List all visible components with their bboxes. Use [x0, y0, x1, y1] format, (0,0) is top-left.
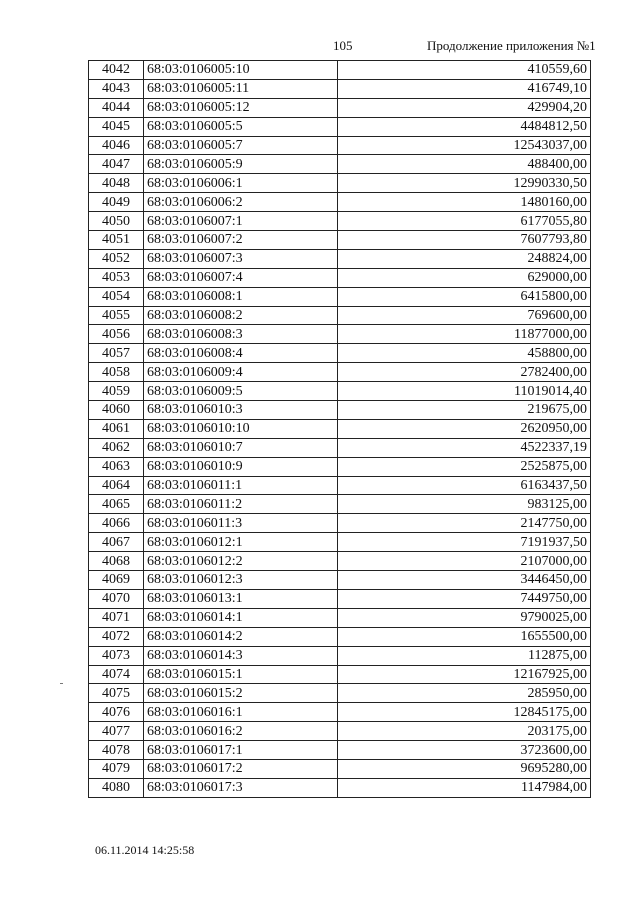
cadastral-value: 4522337,19 — [338, 438, 591, 457]
cadastral-value: 6163437,50 — [338, 476, 591, 495]
cadastral-value: 9695280,00 — [338, 759, 591, 778]
table-row — [89, 495, 591, 514]
table-row — [89, 344, 591, 363]
cadastral-number: 68:03:0106015:2 — [144, 684, 338, 703]
cadastral-number: 68:03:0106005:10 — [144, 61, 338, 80]
cadastral-number: 68:03:0106008:4 — [144, 344, 338, 363]
cadastral-value: 3723600,00 — [338, 741, 591, 760]
cadastral-value: 488400,00 — [338, 155, 591, 174]
table-row — [89, 193, 591, 212]
cadastral-value: 2525875,00 — [338, 457, 591, 476]
table-row — [89, 363, 591, 382]
table-row — [89, 759, 591, 778]
table-row — [89, 589, 591, 608]
cadastral-number: 68:03:0106007:2 — [144, 231, 338, 250]
print-timestamp: 06.11.2014 14:25:58 — [95, 843, 195, 857]
table-row — [89, 382, 591, 401]
table-row — [89, 684, 591, 703]
row-number: 4075 — [89, 684, 144, 703]
table-row — [89, 174, 591, 193]
stray-mark — [60, 683, 63, 684]
cadastral-value: 12845175,00 — [338, 703, 591, 722]
cadastral-number: 68:03:0106007:1 — [144, 212, 338, 231]
cadastral-number: 68:03:0106014:3 — [144, 646, 338, 665]
table-row — [89, 231, 591, 250]
cadastral-value: 458800,00 — [338, 344, 591, 363]
cadastral-number: 68:03:0106011:3 — [144, 514, 338, 533]
cadastral-number: 68:03:0106015:1 — [144, 665, 338, 684]
row-number: 4044 — [89, 98, 144, 117]
table-row — [89, 117, 591, 136]
cadastral-value: 2107000,00 — [338, 552, 591, 571]
row-number: 4065 — [89, 495, 144, 514]
cadastral-value: 7607793,80 — [338, 231, 591, 250]
table-row — [89, 155, 591, 174]
table-row — [89, 268, 591, 287]
table-row — [89, 419, 591, 438]
table-row — [89, 552, 591, 571]
cadastral-value: 416749,10 — [338, 79, 591, 98]
cadastral-number: 68:03:0106008:1 — [144, 287, 338, 306]
table-row — [89, 79, 591, 98]
row-number: 4064 — [89, 476, 144, 495]
row-number: 4058 — [89, 363, 144, 382]
cadastral-number: 68:03:0106016:2 — [144, 722, 338, 741]
cadastral-value: 429904,20 — [338, 98, 591, 117]
row-number: 4074 — [89, 665, 144, 684]
row-number: 4050 — [89, 212, 144, 231]
cadastral-number: 68:03:0106010:9 — [144, 457, 338, 476]
cadastral-number: 68:03:0106005:12 — [144, 98, 338, 117]
row-number: 4073 — [89, 646, 144, 665]
row-number: 4071 — [89, 608, 144, 627]
table-body — [89, 61, 591, 798]
cadastral-value: 6177055,80 — [338, 212, 591, 231]
row-number: 4063 — [89, 457, 144, 476]
cadastral-number: 68:03:0106012:2 — [144, 552, 338, 571]
cadastral-value: 3446450,00 — [338, 571, 591, 590]
table-row — [89, 98, 591, 117]
cadastral-value-table — [88, 60, 591, 798]
cadastral-number: 68:03:0106016:1 — [144, 703, 338, 722]
cadastral-number: 68:03:0106010:3 — [144, 401, 338, 420]
table-row — [89, 514, 591, 533]
row-number: 4076 — [89, 703, 144, 722]
row-number: 4057 — [89, 344, 144, 363]
cadastral-value: 7449750,00 — [338, 589, 591, 608]
cadastral-value: 4484812,50 — [338, 117, 591, 136]
table-row — [89, 533, 591, 552]
cadastral-number: 68:03:0106009:5 — [144, 382, 338, 401]
cadastral-value: 629000,00 — [338, 268, 591, 287]
row-number: 4070 — [89, 589, 144, 608]
row-number: 4062 — [89, 438, 144, 457]
table-row — [89, 627, 591, 646]
cadastral-value: 9790025,00 — [338, 608, 591, 627]
row-number: 4059 — [89, 382, 144, 401]
table-row — [89, 249, 591, 268]
appendix-continuation-note: Продолжение приложения №1 — [427, 38, 596, 53]
row-number: 4080 — [89, 778, 144, 797]
cadastral-value: 1655500,00 — [338, 627, 591, 646]
cadastral-value: 1480160,00 — [338, 193, 591, 212]
cadastral-number: 68:03:0106005:9 — [144, 155, 338, 174]
cadastral-number: 68:03:0106017:1 — [144, 741, 338, 760]
cadastral-number: 68:03:0106008:2 — [144, 306, 338, 325]
cadastral-number: 68:03:0106006:2 — [144, 193, 338, 212]
cadastral-value: 6415800,00 — [338, 287, 591, 306]
cadastral-number: 68:03:0106005:11 — [144, 79, 338, 98]
cadastral-value: 11877000,00 — [338, 325, 591, 344]
cadastral-number: 68:03:0106012:3 — [144, 571, 338, 590]
row-number: 4061 — [89, 419, 144, 438]
table-row — [89, 665, 591, 684]
table-row — [89, 571, 591, 590]
cadastral-value: 769600,00 — [338, 306, 591, 325]
table-row — [89, 703, 591, 722]
row-number: 4054 — [89, 287, 144, 306]
table-row — [89, 136, 591, 155]
row-number: 4068 — [89, 552, 144, 571]
table-row — [89, 325, 591, 344]
cadastral-value: 112875,00 — [338, 646, 591, 665]
row-number: 4079 — [89, 759, 144, 778]
cadastral-number: 68:03:0106007:4 — [144, 268, 338, 287]
table-row — [89, 741, 591, 760]
cadastral-value: 410559,60 — [338, 61, 591, 80]
cadastral-value: 11019014,40 — [338, 382, 591, 401]
row-number: 4049 — [89, 193, 144, 212]
row-number: 4052 — [89, 249, 144, 268]
cadastral-number: 68:03:0106014:2 — [144, 627, 338, 646]
cadastral-number: 68:03:0106014:1 — [144, 608, 338, 627]
cadastral-value: 2620950,00 — [338, 419, 591, 438]
row-number: 4043 — [89, 79, 144, 98]
cadastral-number: 68:03:0106017:2 — [144, 759, 338, 778]
table-row — [89, 646, 591, 665]
cadastral-value: 12543037,00 — [338, 136, 591, 155]
row-number: 4060 — [89, 401, 144, 420]
row-number: 4047 — [89, 155, 144, 174]
table-row — [89, 401, 591, 420]
row-number: 4051 — [89, 231, 144, 250]
row-number: 4077 — [89, 722, 144, 741]
cadastral-value: 285950,00 — [338, 684, 591, 703]
cadastral-value: 7191937,50 — [338, 533, 591, 552]
row-number: 4066 — [89, 514, 144, 533]
page-number: 105 — [333, 38, 353, 53]
cadastral-number: 68:03:0106012:1 — [144, 533, 338, 552]
cadastral-value: 12990330,50 — [338, 174, 591, 193]
table-row — [89, 476, 591, 495]
cadastral-number: 68:03:0106011:1 — [144, 476, 338, 495]
cadastral-number: 68:03:0106009:4 — [144, 363, 338, 382]
cadastral-number: 68:03:0106010:7 — [144, 438, 338, 457]
cadastral-number: 68:03:0106011:2 — [144, 495, 338, 514]
row-number: 4055 — [89, 306, 144, 325]
table-row — [89, 61, 591, 80]
row-number: 4042 — [89, 61, 144, 80]
table-row — [89, 306, 591, 325]
table-row — [89, 438, 591, 457]
row-number: 4072 — [89, 627, 144, 646]
cadastral-value: 12167925,00 — [338, 665, 591, 684]
cadastral-number: 68:03:0106008:3 — [144, 325, 338, 344]
cadastral-number: 68:03:0106005:7 — [144, 136, 338, 155]
cadastral-number: 68:03:0106005:5 — [144, 117, 338, 136]
cadastral-value: 1147984,00 — [338, 778, 591, 797]
row-number: 4069 — [89, 571, 144, 590]
cadastral-value: 248824,00 — [338, 249, 591, 268]
table-row — [89, 608, 591, 627]
row-number: 4056 — [89, 325, 144, 344]
cadastral-value: 219675,00 — [338, 401, 591, 420]
table-row — [89, 778, 591, 797]
row-number: 4048 — [89, 174, 144, 193]
row-number: 4045 — [89, 117, 144, 136]
cadastral-number: 68:03:0106007:3 — [144, 249, 338, 268]
row-number: 4078 — [89, 741, 144, 760]
cadastral-number: 68:03:0106006:1 — [144, 174, 338, 193]
table-row — [89, 457, 591, 476]
cadastral-value: 203175,00 — [338, 722, 591, 741]
row-number: 4046 — [89, 136, 144, 155]
cadastral-number: 68:03:0106010:10 — [144, 419, 338, 438]
cadastral-value: 2782400,00 — [338, 363, 591, 382]
cadastral-number: 68:03:0106013:1 — [144, 589, 338, 608]
table-row — [89, 212, 591, 231]
table-row — [89, 287, 591, 306]
cadastral-value: 983125,00 — [338, 495, 591, 514]
cadastral-value: 2147750,00 — [338, 514, 591, 533]
row-number: 4067 — [89, 533, 144, 552]
table-row — [89, 722, 591, 741]
cadastral-number: 68:03:0106017:3 — [144, 778, 338, 797]
row-number: 4053 — [89, 268, 144, 287]
